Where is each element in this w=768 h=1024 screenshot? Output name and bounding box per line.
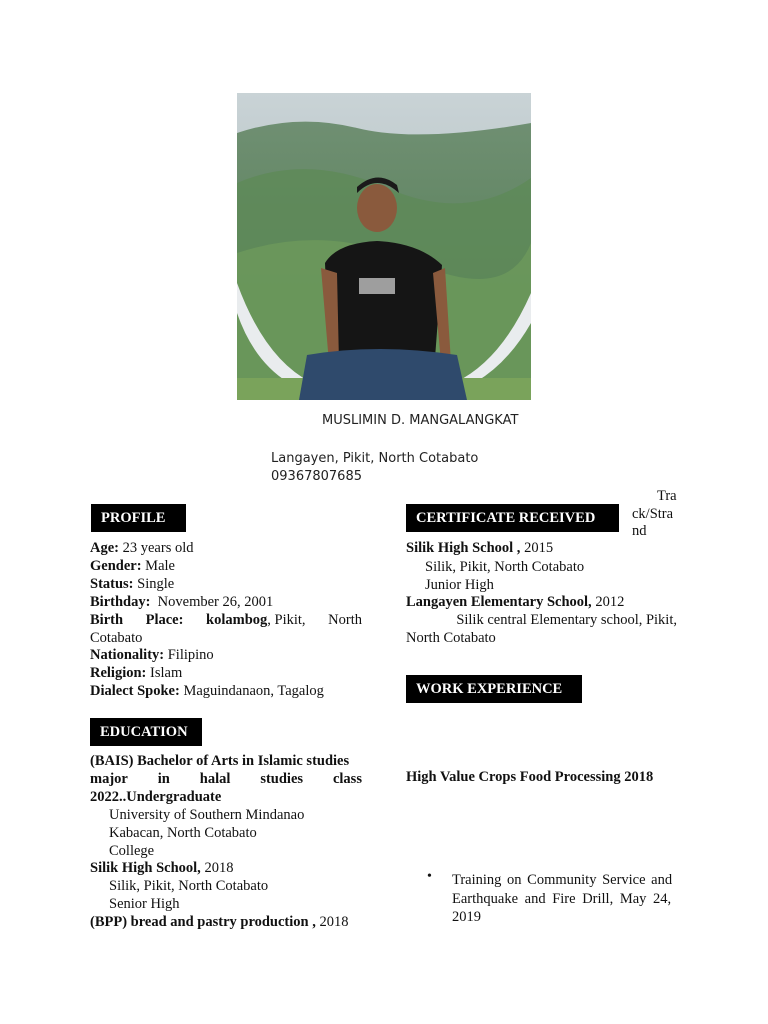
nationality-label: Nationality: <box>90 647 165 663</box>
gender-row <box>90 557 175 575</box>
age-label: Age: <box>90 540 119 556</box>
highschool-place: Silik, Pikit, North Cotabato <box>109 878 269 894</box>
highschool-level: Senior High <box>109 896 180 912</box>
bpp-year: 2018 <box>319 914 349 930</box>
degree-line-3-text: 2022..Undergraduate <box>90 789 222 805</box>
birthplace-rest-3: Cotabato <box>90 630 143 646</box>
university-name: University of Southern Mindanao <box>109 807 305 823</box>
bullet-icon: • <box>427 869 432 884</box>
age-row <box>90 539 194 557</box>
address: Langayen, Pikit, North Cotabato <box>271 451 479 466</box>
birthplace-rest-1: , Pikit, <box>267 612 306 628</box>
status-value: Single <box>137 576 175 592</box>
cert-school-2-place-1: Silik central Elementary school, Pikit, <box>456 612 677 628</box>
birthday-row <box>90 593 273 611</box>
university-level: College <box>109 843 155 859</box>
education-heading: EDUCATION <box>90 718 202 746</box>
birthplace-bold: kolambog <box>206 612 268 628</box>
highschool-year: 2018 <box>204 860 234 876</box>
bpp-row <box>90 913 348 931</box>
cert-school-1-year: 2015 <box>524 540 554 556</box>
gender-value: Male <box>145 558 175 574</box>
age-value: 23 years old <box>122 540 194 556</box>
birthplace-rest-2: North <box>328 612 362 628</box>
degree-line-3 <box>90 788 221 806</box>
profile-photo <box>237 93 531 400</box>
birthplace-value <box>206 611 306 629</box>
cert-school-1-place: Silik, Pikit, North Cotabato <box>425 559 585 575</box>
cert-school-2-row <box>406 593 624 611</box>
cert-school-1-row <box>406 539 553 557</box>
birthday-label: Birthday: <box>90 594 151 610</box>
cert-school-2-name: Langayen Elementary School, <box>406 594 592 610</box>
degree-line-2 <box>90 770 362 788</box>
highschool-row <box>90 859 233 877</box>
applicant-name: MUSLIMIN D. MANGALANGKAT <box>322 413 519 428</box>
cert-school-1-level: Junior High <box>425 577 494 593</box>
cert-school-2-year: 2012 <box>595 594 625 610</box>
status-label: Status: <box>90 576 134 592</box>
gender-label: Gender: <box>90 558 142 574</box>
status-row <box>90 575 174 593</box>
degree-word: class <box>332 771 362 787</box>
religion-label: Religion: <box>90 665 147 681</box>
cert-school-2-place-2: North Cotabato <box>406 630 496 646</box>
birthplace-label-2: Place: <box>145 612 184 628</box>
birthplace-row <box>90 611 362 629</box>
degree-word: halal <box>199 771 231 787</box>
track-strand-text-3: nd <box>632 523 647 539</box>
bullet-line-3: 2019 <box>452 909 481 925</box>
degree-word: major <box>90 771 128 787</box>
degree-line-1-text: (BAIS) Bachelor of Arts in Islamic studies <box>90 753 350 769</box>
profile-heading: PROFILE <box>91 504 186 532</box>
birthday-value: November 26, 2001 <box>157 594 274 610</box>
religion-row <box>90 664 182 682</box>
degree-line-1 <box>90 752 349 770</box>
degree-word: studies <box>260 771 304 787</box>
bullet-line-2-text: Earthquake and Fire Drill, May 24, <box>452 891 672 907</box>
certificate-heading: CERTIFICATE RECEIVED <box>406 504 619 532</box>
birthplace-label-1: Birth <box>90 612 124 628</box>
bullet-line-1-text: Training on Community Service and <box>452 872 673 888</box>
work-item <box>406 768 653 786</box>
bullet-line-2 <box>452 890 677 908</box>
nationality-value: Filipino <box>167 647 214 663</box>
university-place: Kabacan, North Cotabato <box>109 825 257 841</box>
work-heading: WORK EXPERIENCE <box>406 675 582 703</box>
bpp-name: (BPP) bread and pastry production , <box>90 914 316 930</box>
dialect-value: Maguindanaon, Tagalog <box>183 683 324 699</box>
track-strand-text-2: ck/Stra <box>632 506 674 522</box>
bullet-line-1 <box>452 871 677 889</box>
dialect-label: Dialect Spoke: <box>90 683 180 699</box>
degree-word: in <box>157 771 170 787</box>
nationality-row <box>90 646 214 664</box>
religion-value: Islam <box>150 665 183 681</box>
track-strand-text-1: Tra <box>657 488 677 504</box>
highschool-name: Silik High School, <box>90 860 201 876</box>
dialect-row <box>90 682 324 700</box>
phone-number: 09367807685 <box>271 469 362 484</box>
work-item-text: High Value Crops Food Processing 2018 <box>406 769 654 785</box>
cert-school-1-name: Silik High School , <box>406 540 521 556</box>
